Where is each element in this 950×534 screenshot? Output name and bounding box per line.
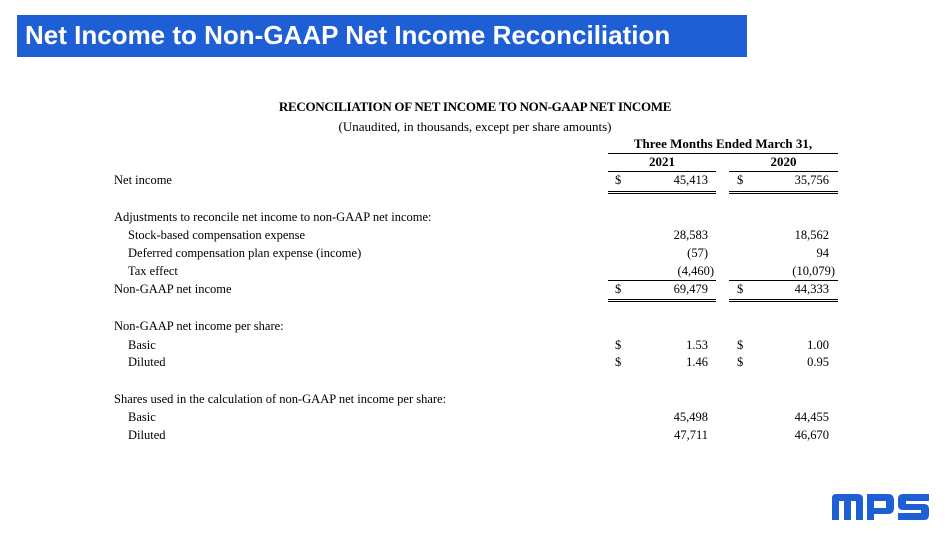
row-label: Diluted (128, 355, 166, 369)
value-2020: 18,562 (794, 228, 829, 242)
currency-symbol: $ (615, 173, 622, 187)
table-row-per-share-diluted (0, 355, 950, 371)
table-row-tax-effect (0, 264, 950, 280)
value-2020: 44,333 (794, 282, 829, 296)
value-2021: 69,479 (673, 282, 708, 296)
table-row-per-share-header (0, 319, 950, 335)
table-row-shares-header (0, 392, 950, 408)
row-label: Non-GAAP net income per share: (114, 319, 284, 333)
table-subheading: (Unaudited, in thousands, except per share amounts) (338, 119, 612, 134)
value-2020: 44,455 (794, 410, 829, 424)
slide-title: Net Income to Non-GAAP Net Income Reconciliation (25, 20, 671, 50)
row-label: Diluted (128, 428, 166, 442)
total-rule (729, 191, 838, 192)
currency-symbol: $ (737, 173, 744, 187)
table-row-shares-basic (0, 410, 950, 426)
table-row-stock-comp (0, 228, 950, 244)
table-row-non-gaap-net-income (0, 282, 950, 298)
total-rule (729, 299, 838, 300)
table-row-per-share-basic (0, 338, 950, 354)
value-2020: 35,756 (794, 173, 829, 187)
row-label: Stock-based compensation expense (128, 228, 306, 242)
currency-symbol: $ (737, 355, 744, 369)
row-label: Adjustments to reconcile net income to non-GAAP net income: (114, 210, 432, 224)
subtotal-rule (608, 280, 716, 281)
period-header: Three Months Ended March 31, (608, 136, 838, 154)
row-label: Basic (128, 338, 156, 352)
value-2021: 1.46 (686, 355, 708, 369)
table-row-shares-diluted (0, 428, 950, 444)
currency-symbol: $ (615, 355, 622, 369)
table-heading: RECONCILIATION OF NET INCOME TO NON-GAAP NET INCOME (278, 99, 672, 114)
total-rule (608, 301, 716, 302)
subtotal-rule (729, 280, 838, 281)
row-label: Basic (128, 410, 156, 424)
currency-symbol: $ (737, 282, 744, 296)
currency-symbol: $ (615, 338, 622, 352)
year-header-2021: 2021 (608, 154, 716, 172)
row-label: Tax effect (128, 264, 178, 278)
total-rule (729, 301, 838, 302)
value-2020: 94 (816, 246, 829, 260)
total-rule (608, 191, 716, 192)
row-label: Deferred compensation plan expense (income) (128, 246, 362, 260)
value-2021: (57) (687, 246, 708, 260)
mps-logo (832, 490, 932, 522)
value-2021: 1.53 (686, 338, 708, 352)
slide-title-bar (17, 15, 747, 57)
table-row-deferred-comp (0, 246, 950, 262)
table-row-adjustments-header (0, 210, 950, 226)
total-rule (608, 299, 716, 300)
value-2020: (10,079) (792, 264, 835, 278)
currency-symbol: $ (615, 282, 622, 296)
total-rule (729, 193, 838, 194)
total-rule (608, 193, 716, 194)
value-2021: (4,460) (677, 264, 714, 278)
value-2020: 46,670 (794, 428, 829, 442)
row-label: Shares used in the calculation of non-GAAP net income per share: (114, 392, 447, 406)
row-label: Non-GAAP net income (114, 282, 232, 296)
value-2021: 45,498 (673, 410, 708, 424)
value-2020: 1.00 (807, 338, 829, 352)
table-row-net-income (0, 173, 950, 189)
value-2021: 45,413 (673, 173, 708, 187)
currency-symbol: $ (737, 338, 744, 352)
value-2020: 0.95 (807, 355, 829, 369)
year-header-2020: 2020 (729, 154, 838, 172)
value-2021: 28,583 (673, 228, 708, 242)
row-label: Net income (114, 173, 172, 187)
value-2021: 47,711 (674, 428, 708, 442)
